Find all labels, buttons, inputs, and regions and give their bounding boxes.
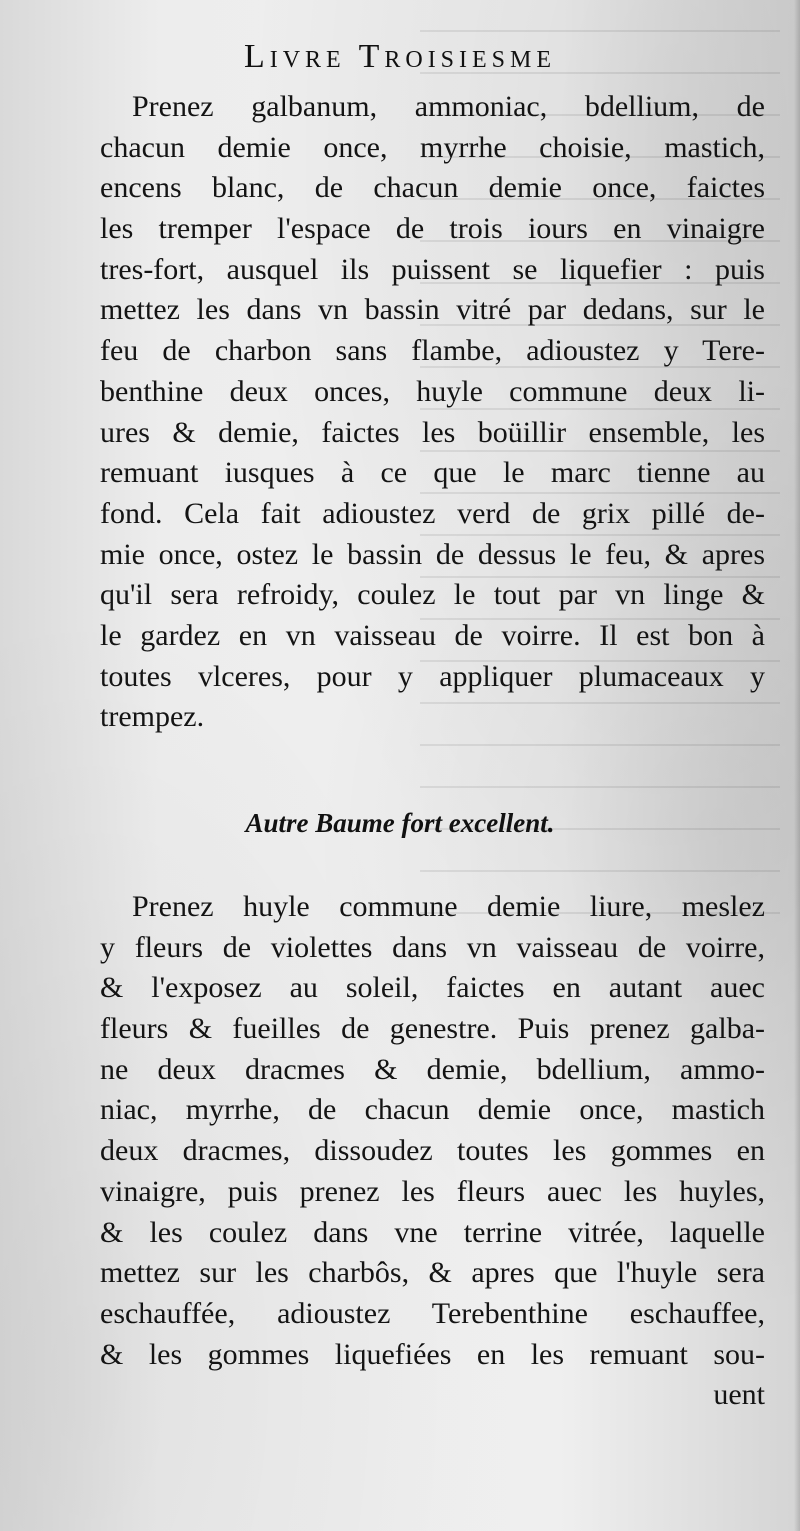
- text-line: le gardez en vn vaisseau de voirre. Il est bon à: [100, 618, 765, 652]
- text-line: qu'il sera refroidy, coulez le tout par vn linge &: [100, 578, 765, 612]
- text-line: trempez.: [100, 700, 205, 734]
- text-line: Prenez huyle commune demie liure, meslez: [132, 890, 765, 923]
- text-line: benthine deux onces, huyle commune deux li-: [100, 374, 765, 408]
- text-line: chacun demie once, myrrhe choisie, mastich,: [100, 130, 765, 164]
- text-line: mettez sur les charbôs, & apres que l'huyle sera: [100, 1256, 765, 1290]
- text-line: tres-fort, ausquel ils puissent se liquefier : puis: [100, 252, 765, 286]
- text-line: vinaigre, puis prenez les fleurs auec les huyles,: [100, 1174, 765, 1208]
- text-line: mettez les dans vn bassin vitré par dedans, sur le: [100, 293, 765, 327]
- text-line: fleurs & fueilles de genestre. Puis prenez galba-: [100, 1012, 765, 1046]
- text-line: remuant iusques à ce que le marc tienne au: [100, 456, 765, 490]
- text-line: & les gommes liquefiées en les remuant sou-: [100, 1337, 765, 1371]
- text-line: y fleurs de violettes dans vn vaisseau de voirre,: [100, 930, 765, 964]
- text-line: mie once, ostez le bassin de dessus le feu, & apres: [100, 537, 765, 571]
- paragraph-2: [100, 887, 765, 1416]
- text-line: niac, myrrhe, de chacun demie once, mastich: [100, 1093, 765, 1127]
- text-line: toutes vlceres, pour y appliquer plumaceaux y: [100, 659, 765, 693]
- catchword: uent: [713, 1378, 765, 1412]
- text-line: deux dracmes, dissoudez toutes les gommes en: [100, 1134, 765, 1168]
- text-line: & l'exposez au soleil, faictes en autant auec: [100, 971, 765, 1005]
- text-line: les tremper l'espace de trois iours en vinaigre: [100, 212, 765, 246]
- text-line: Prenez galbanum, ammoniac, bdellium, de: [132, 90, 765, 123]
- running-head: Livre Troisiesme: [243, 38, 557, 75]
- text-line: encens blanc, de chacun demie once, faictes: [100, 171, 765, 205]
- paragraph-1: [100, 87, 765, 738]
- text-line: feu de charbon sans flambe, adioustez y Tere-: [100, 334, 765, 368]
- text-line: ures & demie, faictes les boüillir ensemble, les: [100, 415, 765, 449]
- text-line: eschauffée, adioustez Terebenthine eschauffee,: [100, 1296, 765, 1330]
- text-line: fond. Cela fait adioustez verd de grix pillé de-: [100, 496, 765, 530]
- page-edge-shadow: [794, 0, 800, 1531]
- text-line: ne deux dracmes & demie, bdellium, ammo-: [100, 1052, 765, 1086]
- section-heading: Autre Baume fort excellent.: [245, 808, 555, 838]
- text-line: & les coulez dans vne terrine vitrée, laquelle: [100, 1215, 765, 1249]
